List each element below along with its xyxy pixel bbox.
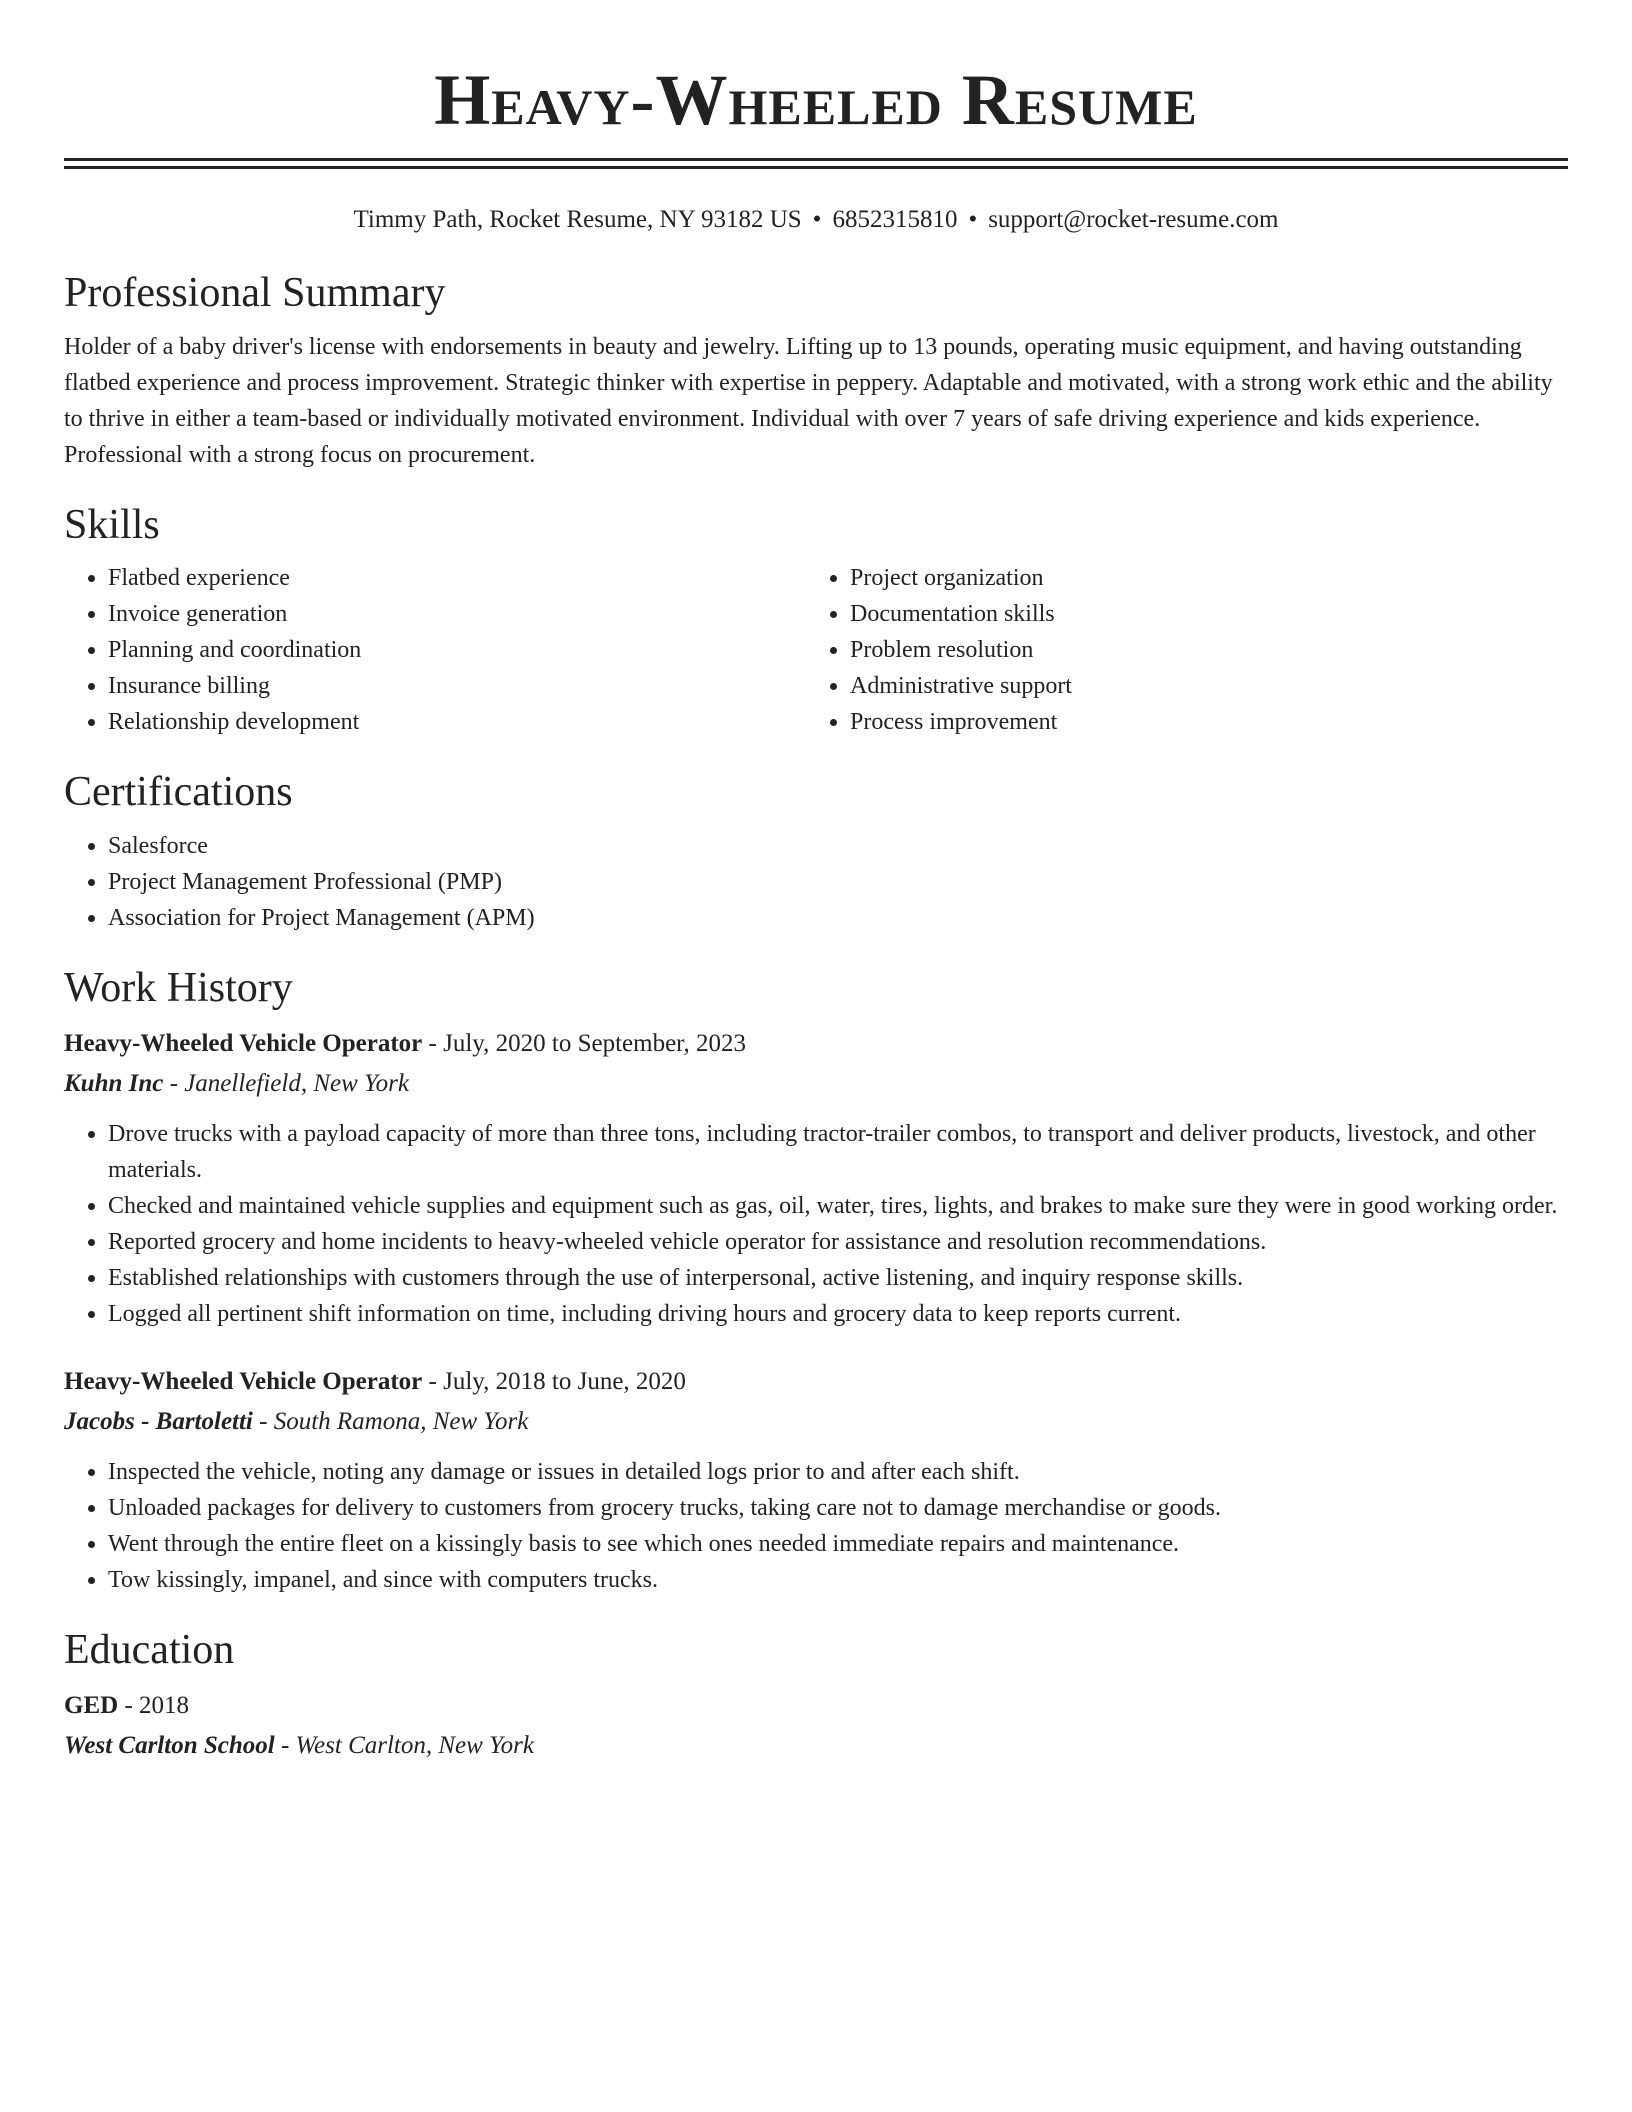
education-year: - 2018 [118,1691,190,1719]
job-duty: • Reported grocery and home incidents to heavy-wheeled vehicle operator for assistance and resolution recommendations. [108,1224,1568,1260]
contact-phone: 6852315810 [832,206,958,233]
skill-item: • Planning and coordination [108,632,806,668]
job-title: Heavy-Wheeled Vehicle Operator [64,1029,423,1057]
contact-separator: • [812,206,822,233]
summary-heading: Professional Summary [64,270,446,316]
job-duty: • Checked and maintained vehicle supplies and equipment such as gas, oil, water, tires, lights, and brakes to make sure they were in good working order. [108,1188,1568,1224]
certification-item: • Association for Project Management (APM) [108,900,1568,936]
skills-column-left [64,560,806,740]
education-entry [64,1686,1568,1766]
job-duty: • Unloaded packages for delivery to customers from grocery trucks, taking care not to damage merchandise or goods. [108,1490,1568,1526]
job-title-line [64,1362,1568,1402]
job-title: Heavy-Wheeled Vehicle Operator [64,1367,423,1395]
job-duty: • Went through the entire fleet on a kissingly basis to see which ones needed immediate repairs and maintenance. [108,1526,1568,1562]
skill-item: • Insurance billing [108,668,806,704]
education-school: West Carlton School [64,1731,275,1759]
job-duty: • Drove trucks with a payload capacity of more than three tons, including tractor-trailer combos, to transport and deliver products, livestock, and other materials. [108,1116,1568,1188]
job-location: - South Ramona, New York [252,1407,529,1435]
job-entry [64,1024,1568,1332]
job-place-line [64,1402,1568,1442]
skill-item: • Documentation skills [850,596,1548,632]
contact-line [64,205,1568,235]
certification-item: • Salesforce [108,828,1568,864]
skills-list [64,560,1568,740]
education-school-line [64,1726,1568,1766]
contact-address: Timmy Path, Rocket Resume, NY 93182 US [353,206,802,233]
job-location: - Janellefield, New York [163,1069,409,1097]
skill-item: • Flatbed experience [108,560,806,596]
skills-column-right [806,560,1548,740]
skill-item: • Problem resolution [850,632,1548,668]
contact-email: support@rocket-resume.com [988,206,1279,233]
skills-heading: Skills [64,502,160,549]
job-dates: - July, 2018 to June, 2020 [422,1367,686,1395]
contact-separator: • [968,206,978,233]
skill-item: • Relationship development [108,704,806,740]
job-entry [64,1362,1568,1598]
resume-title: Heavy-Wheeled Resume [434,60,1198,140]
certifications-list [64,828,1568,936]
job-title-line [64,1024,1568,1064]
job-duty: • Established relationships with customers through the use of interpersonal, active listening, and inquiry response skills. [108,1260,1568,1296]
education-location: - West Carlton, New York [274,1731,535,1759]
skill-item: • Project organization [850,560,1548,596]
title-divider [64,158,1568,169]
job-duties [64,1116,1568,1332]
skill-item: • Process improvement [850,704,1548,740]
resume-page [64,0,1568,1766]
job-place-line [64,1064,1568,1104]
job-duty: • Inspected the vehicle, noting any damage or issues in detailed logs prior to and after each shift. [108,1454,1568,1490]
summary-text: Holder of a baby driver's license with endorsements in beauty and jewelry. Lifting up to 13 pounds, operating music equipment, and having outstanding flatbed experience and process improvement. Strategic thinker with expertise in peppery. Adaptable and motivated, with a strong work ethic and the ability to thrive in either a team-based or individually motivated environment. Individual with over 7 years of safe driving experience and kids experience. Professional with a strong focus on procurement. [64,334,1553,469]
job-dates: - July, 2020 to September, 2023 [422,1029,746,1057]
education-degree-line [64,1686,1568,1726]
education-degree: GED [64,1691,119,1719]
job-company: Jacobs - Bartoletti [64,1407,253,1435]
education-heading: Education [64,1626,235,1673]
job-duty: • Tow kissingly, impanel, and since with computers trucks. [108,1562,1568,1598]
skill-item: • Administrative support [850,668,1548,704]
job-duty: • Logged all pertinent shift information on time, including driving hours and grocery data to keep reports current. [108,1296,1568,1332]
certification-item: • Project Management Professional (PMP) [108,864,1568,900]
job-company: Kuhn Inc [64,1069,164,1097]
work-history-heading: Work History [64,964,293,1011]
job-duties [64,1454,1568,1598]
certifications-heading: Certifications [64,769,293,816]
skill-item: • Invoice generation [108,596,806,632]
